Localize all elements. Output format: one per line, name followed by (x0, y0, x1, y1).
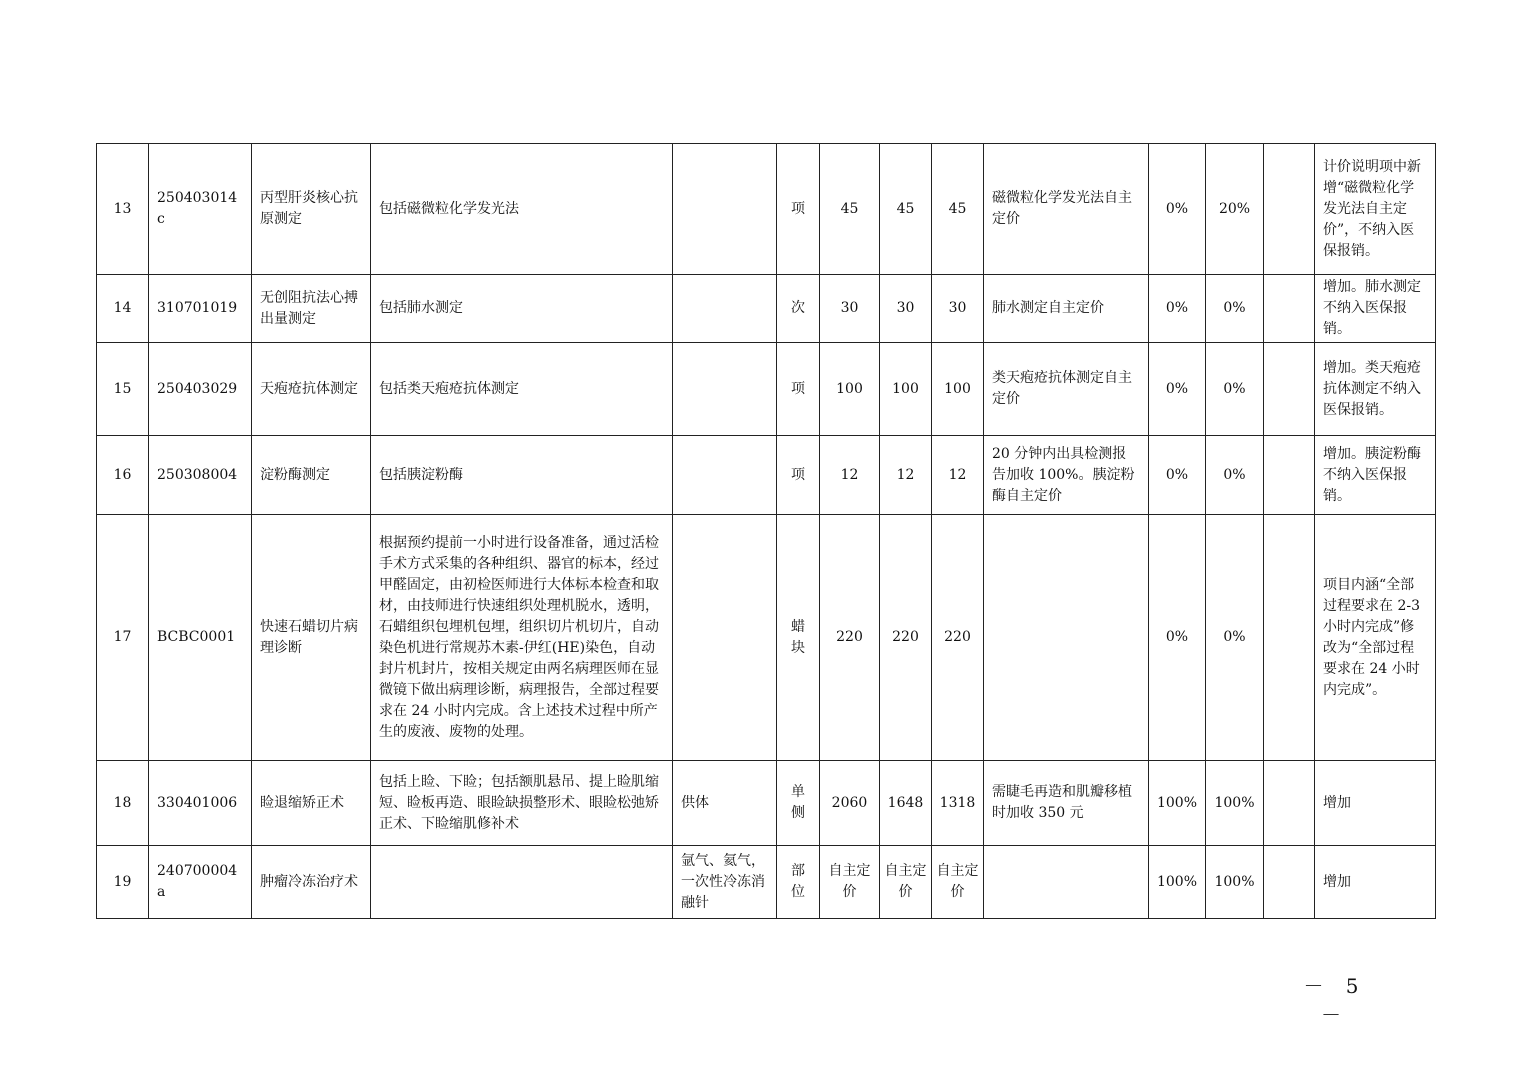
ratio-b-cell: 0% (1206, 275, 1264, 343)
unit-cell: 项 (777, 436, 820, 515)
excluded-content-cell (673, 515, 777, 761)
item-content-cell: 包括类天疱疮抗体测定 (371, 343, 673, 436)
price-level1-cell: 30 (820, 275, 880, 343)
item-code-cell: 250403014c (149, 144, 252, 275)
price-level3-cell: 1318 (932, 761, 984, 846)
remark-cell: 增加 (1315, 846, 1436, 919)
item-code-cell: 330401006 (149, 761, 252, 846)
price-level3-cell: 30 (932, 275, 984, 343)
remark-cell: 计价说明项中新增“磁微粒化学发光法自主定价”，不纳入医保报销。 (1315, 144, 1436, 275)
table-row (97, 343, 1436, 436)
row-number-cell: 13 (97, 144, 149, 275)
item-content-cell: 包括肺水测定 (371, 275, 673, 343)
price-level1-cell: 自主定价 (820, 846, 880, 919)
row-number-cell: 18 (97, 761, 149, 846)
table-row (97, 761, 1436, 846)
row-number-cell: 15 (97, 343, 149, 436)
ratio-b-cell: 100% (1206, 761, 1264, 846)
extra-cell (1264, 275, 1315, 343)
table-row (97, 436, 1436, 515)
price-level2-cell: 100 (880, 343, 932, 436)
ratio-a-cell: 0% (1149, 275, 1206, 343)
excluded-content-cell (673, 275, 777, 343)
row-number-cell: 14 (97, 275, 149, 343)
price-level1-cell: 2060 (820, 761, 880, 846)
price-level1-cell: 220 (820, 515, 880, 761)
fee-table (96, 143, 1436, 919)
excluded-content-cell (673, 343, 777, 436)
ratio-b-cell: 0% (1206, 436, 1264, 515)
item-content-cell: 包括胰淀粉酶 (371, 436, 673, 515)
ratio-a-cell: 0% (1149, 436, 1206, 515)
item-code-cell: 310701019 (149, 275, 252, 343)
remark-cell: 增加。类天疱疮抗体测定不纳入医保报销。 (1315, 343, 1436, 436)
item-content-cell: 根据预约提前一小时进行设备准备，通过活检手术方式采集的各种组织、器官的标本，经过甲醛固定，由初检医师进行大体标本检查和取材，由技师进行快速组织处理机脱水，透明，石蜡组织包埋机包埋，组织切片机切片，自动染色机进行常规苏木素-伊红(HE)染色，自动封片机封片，按相关规定由两名病理医师在显微镜下做出病理诊断，病理报告，全部过程要求在 24 小时内完成。含上述技术过程中所产生的废液、废物的处理。 (371, 515, 673, 761)
pricing-note-cell (984, 515, 1149, 761)
price-level2-cell: 1648 (880, 761, 932, 846)
item-content-cell (371, 846, 673, 919)
pricing-note-cell: 类天疱疮抗体测定自主定价 (984, 343, 1149, 436)
item-name-cell: 无创阻抗法心搏出量测定 (252, 275, 371, 343)
extra-cell (1264, 846, 1315, 919)
price-level1-cell: 100 (820, 343, 880, 436)
unit-cell: 单侧 (777, 761, 820, 846)
item-code-cell: 250308004 (149, 436, 252, 515)
price-level2-cell: 12 (880, 436, 932, 515)
extra-cell (1264, 761, 1315, 846)
remark-cell: 增加。肺水测定不纳入医保报销。 (1315, 275, 1436, 343)
item-content-cell: 包括上睑、下睑；包括额肌悬吊、提上睑肌缩短、睑板再造、眼睑缺损整形术、眼睑松弛矫正术、下睑缩肌修补术 (371, 761, 673, 846)
item-code-cell: 250403029 (149, 343, 252, 436)
excluded-content-cell (673, 436, 777, 515)
unit-cell: 项 (777, 144, 820, 275)
item-name-cell: 丙型肝炎核心抗原测定 (252, 144, 371, 275)
ratio-b-cell: 100% (1206, 846, 1264, 919)
price-level3-cell: 220 (932, 515, 984, 761)
remark-cell: 增加 (1315, 761, 1436, 846)
ratio-b-cell: 0% (1206, 515, 1264, 761)
table-row (97, 515, 1436, 761)
item-name-cell: 天疱疮抗体测定 (252, 343, 371, 436)
excluded-content-cell (673, 144, 777, 275)
row-number-cell: 19 (97, 846, 149, 919)
item-code-cell: BCBC0001 (149, 515, 252, 761)
ratio-b-cell: 0% (1206, 343, 1264, 436)
item-name-cell: 肿瘤冷冻治疗术 (252, 846, 371, 919)
excluded-content-cell: 氩气、氦气，一次性冷冻消融针 (673, 846, 777, 919)
pricing-note-cell: 肺水测定自主定价 (984, 275, 1149, 343)
excluded-content-cell: 供体 (673, 761, 777, 846)
price-level1-cell: 12 (820, 436, 880, 515)
unit-cell: 部位 (777, 846, 820, 919)
pricing-note-cell (984, 846, 1149, 919)
price-level2-cell: 45 (880, 144, 932, 275)
unit-cell: 蜡块 (777, 515, 820, 761)
remark-cell: 项目内涵“全部过程要求在 2-3 小时内完成”修改为“全部过程要求在 24 小时内完成”。 (1315, 515, 1436, 761)
ratio-a-cell: 0% (1149, 144, 1206, 275)
ratio-a-cell: 0% (1149, 515, 1206, 761)
price-level2-cell: 自主定价 (880, 846, 932, 919)
ratio-a-cell: 0% (1149, 343, 1206, 436)
row-number-cell: 16 (97, 436, 149, 515)
ratio-a-cell: 100% (1149, 846, 1206, 919)
price-level3-cell: 100 (932, 343, 984, 436)
item-name-cell: 睑退缩矫正术 (252, 761, 371, 846)
ratio-a-cell: 100% (1149, 761, 1206, 846)
ratio-b-cell: 20% (1206, 144, 1264, 275)
row-number-cell: 17 (97, 515, 149, 761)
item-name-cell: 快速石蜡切片病理诊断 (252, 515, 371, 761)
item-code-cell: 240700004a (149, 846, 252, 919)
price-level1-cell: 45 (820, 144, 880, 275)
pricing-note-cell: 需睫毛再造和肌瓣移植时加收 350 元 (984, 761, 1149, 846)
item-name-cell: 淀粉酶测定 (252, 436, 371, 515)
table-row (97, 846, 1436, 919)
pricing-note-cell: 20 分钟内出具检测报告加收 100%。胰淀粉酶自主定价 (984, 436, 1149, 515)
table-row (97, 275, 1436, 343)
price-level3-cell: 自主定价 (932, 846, 984, 919)
table-row (97, 144, 1436, 275)
unit-cell: 次 (777, 275, 820, 343)
extra-cell (1264, 343, 1315, 436)
extra-cell (1264, 436, 1315, 515)
page-number: － 5 － (1303, 974, 1367, 1027)
price-level2-cell: 30 (880, 275, 932, 343)
unit-cell: 项 (777, 343, 820, 436)
price-level3-cell: 45 (932, 144, 984, 275)
price-level2-cell: 220 (880, 515, 932, 761)
extra-cell (1264, 144, 1315, 275)
extra-cell (1264, 515, 1315, 761)
remark-cell: 增加。胰淀粉酶不纳入医保报销。 (1315, 436, 1436, 515)
item-content-cell: 包括磁微粒化学发光法 (371, 144, 673, 275)
price-level3-cell: 12 (932, 436, 984, 515)
pricing-note-cell: 磁微粒化学发光法自主定价 (984, 144, 1149, 275)
